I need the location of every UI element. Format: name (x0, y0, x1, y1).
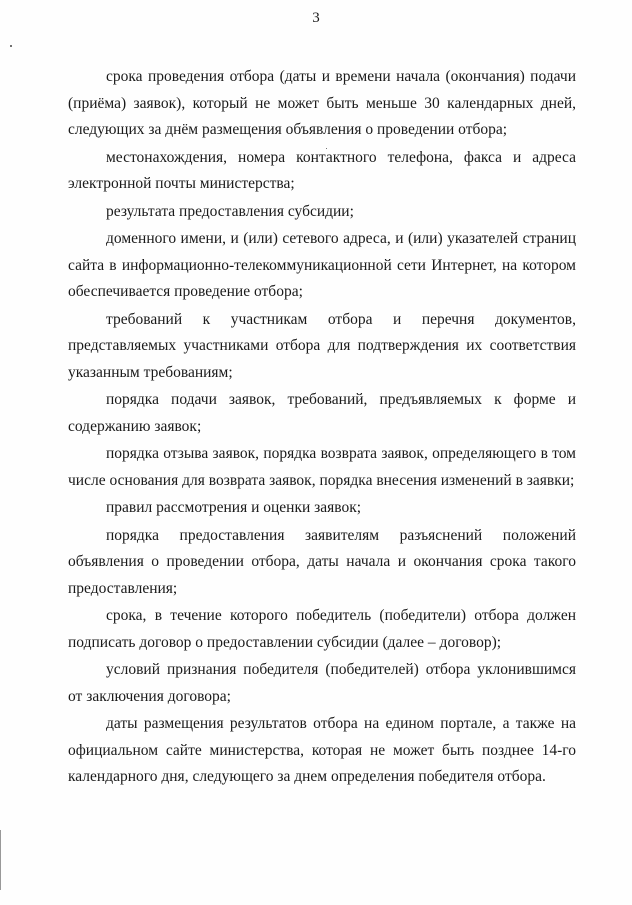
paragraph: порядка отзыва заявок, порядка возврата заявок, определяющего в том числе основания для возврата заявок, порядка внесения изменений в заявки; (68, 445, 576, 489)
paragraph: правил рассмотрения и оценки заявок; (106, 499, 362, 516)
scan-edge-mark (0, 830, 1, 890)
paragraph: срока, в течение которого победитель (победители) отбора должен подписать договор о предоставлении субсидии (далее – договор); (68, 607, 576, 651)
page-number: 3 (312, 10, 320, 26)
document-body (68, 64, 576, 791)
paragraph: местонахождения, номера контактного телефона, факса и адреса электронной почты министерства; (68, 148, 576, 192)
scan-speck (10, 45, 12, 47)
paragraph: требований к участникам отбора и перечня документов, представляемых участниками отбора для подтверждения их соответствия указанным требованиям; (68, 310, 576, 381)
paragraph: срока проведения отбора (даты и времени начала (окончания) подачи (приёма) заявок), который не может быть меньше 30 календарных дней, следующих за днём размещения объявления о проведении отбора; (68, 68, 576, 138)
paragraph: даты размещения результатов отбора на едином портале, а также на официальном сайте министерства, которая не может быть позднее 14-го календарного дня, следующего за днем определения победителя отбора. (68, 715, 576, 785)
paragraph: условий признания победителя (победителей) отбора уклонившимся от заключения договора; (68, 661, 576, 705)
paragraph: результата предоставления субсидии; (106, 202, 354, 220)
paragraph: порядка подачи заявок, требований, предъявляемых к форме и содержанию заявок; (68, 391, 576, 435)
paragraph: доменного имени, и (или) сетевого адреса, и (или) указателей страниц сайта в информационно-телекоммуникационной сети Интернет, на котором обеспечивается проведение отбора; (68, 230, 576, 300)
paragraph: порядка предоставления заявителям разъяснений положений объявления о проведении отбора, даты начала и окончания срока такого предоставления; (68, 526, 576, 597)
